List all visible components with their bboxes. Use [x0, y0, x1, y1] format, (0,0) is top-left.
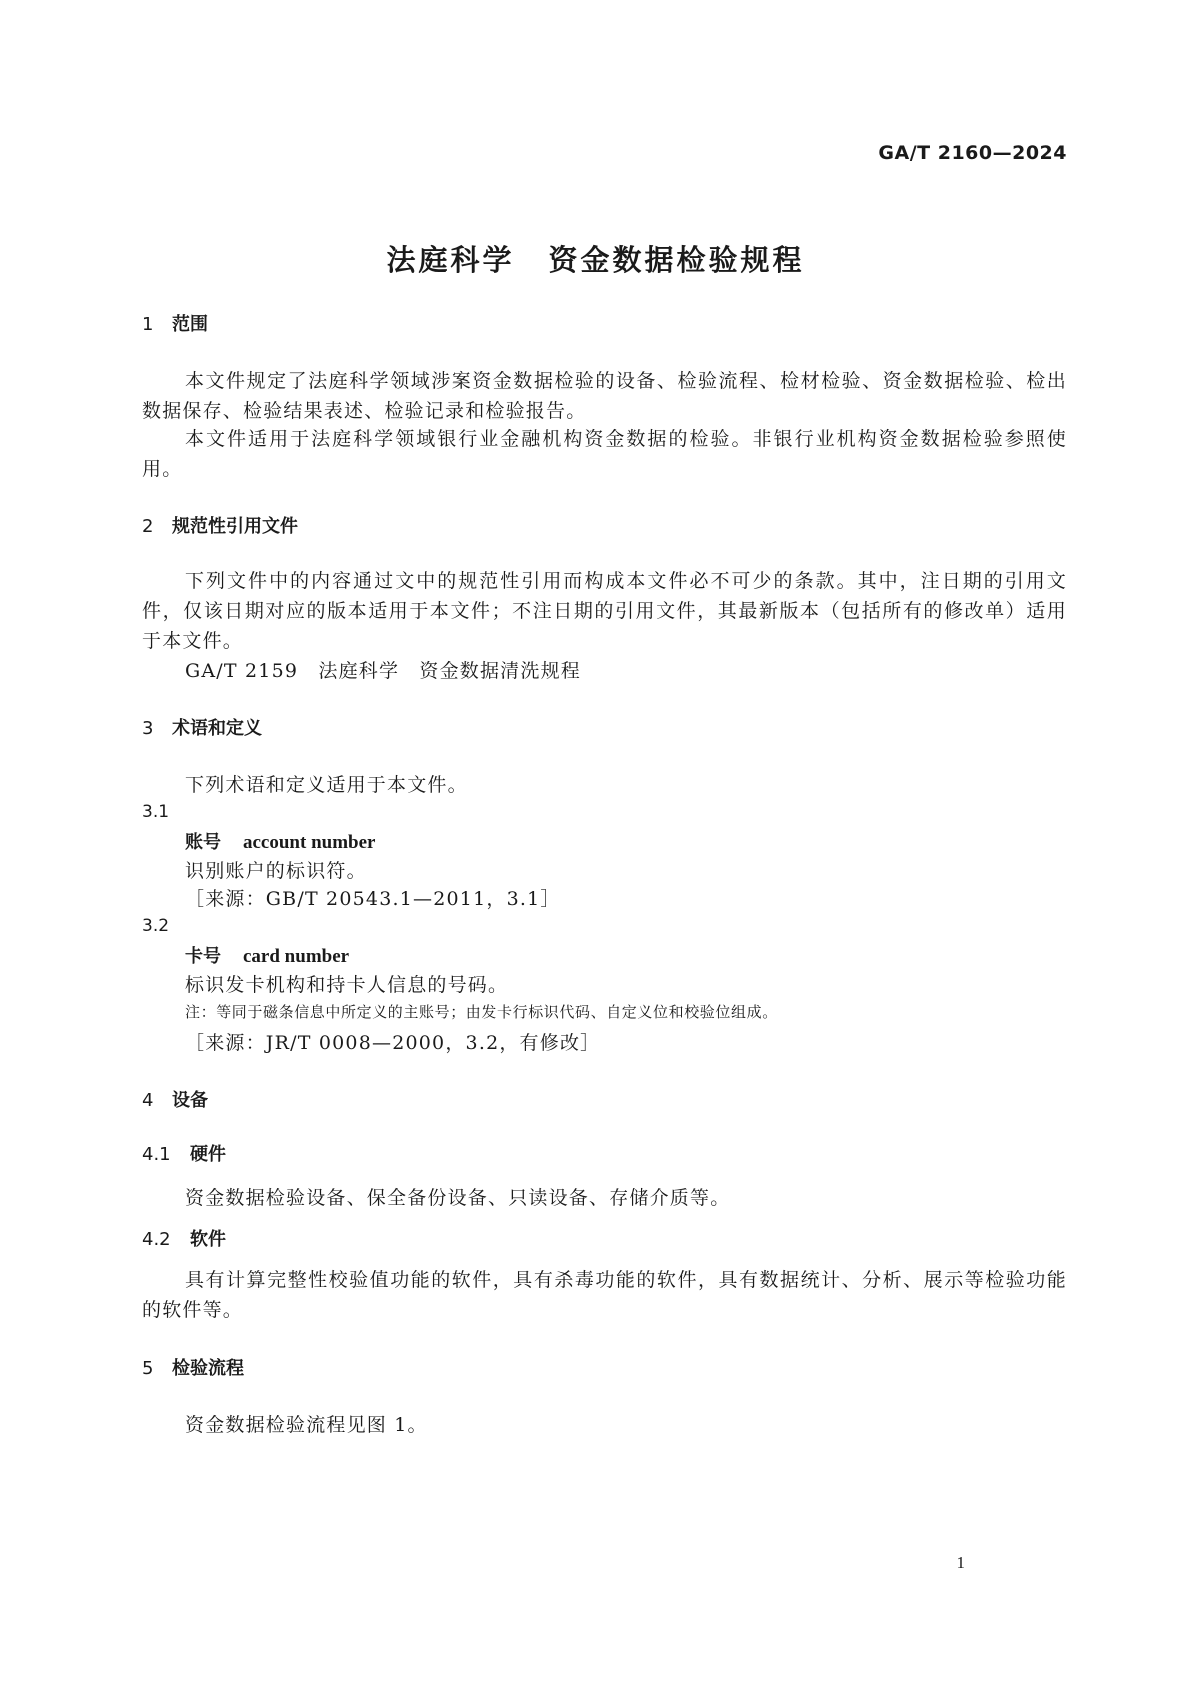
title-part-1: 法庭科学	[386, 243, 515, 277]
section-title: 检验流程	[172, 1358, 244, 1379]
software-paragraph: 具有计算完整性校验值功能的软件，具有杀毒功能的软件，具有数据统计、分析、展示等检验功能的软件等。	[142, 1269, 1067, 1321]
section-title: 术语和定义	[172, 718, 262, 739]
section-title: 范围	[172, 314, 208, 335]
standard-number: GA/T 2160—2024	[878, 142, 1067, 164]
scope-paragraph-2: 本文件适用于法庭科学领域银行业金融机构资金数据的检验。非银行业机构资金数据检验参照使用。	[142, 428, 1067, 480]
term-zh: 账号	[185, 832, 221, 853]
section-2-heading	[142, 512, 298, 538]
scope-paragraph-1: 本文件规定了法庭科学领域涉案资金数据检验的设备、检验流程、检材检验、资金数据检验、检出数据保存、检验结果表述、检验记录和检验报告。	[142, 370, 1067, 422]
section-3-heading	[142, 714, 262, 740]
section-4-2-heading	[142, 1225, 226, 1251]
subsection-title: 软件	[190, 1229, 226, 1250]
term-en: card number	[243, 946, 350, 967]
section-number: 2	[142, 516, 154, 537]
term-3-1	[185, 828, 375, 854]
process-paragraph: 资金数据检验流程见图 1。	[185, 1414, 428, 1436]
hardware-paragraph: 资金数据检验设备、保全备份设备、只读设备、存储介质等。	[185, 1187, 731, 1209]
reference-item: GA/T 2159 法庭科学 资金数据清洗规程	[185, 660, 581, 682]
term-en: account number	[243, 832, 376, 853]
subsection-number: 4.2	[142, 1229, 171, 1250]
section-number: 3	[142, 718, 154, 739]
section-number: 5	[142, 1358, 154, 1379]
term-3-1-number: 3.1	[142, 802, 170, 822]
section-title: 规范性引用文件	[172, 516, 298, 537]
term-3-1-source: ［来源：GB/T 20543.1—2011，3.1］	[185, 888, 561, 910]
section-title: 设备	[172, 1090, 208, 1111]
term-3-2-note: 注：等同于磁条信息中所定义的主账号；由发卡行标识代码、自定义位和校验位组成。	[185, 1003, 778, 1021]
section-5-heading	[142, 1354, 244, 1380]
term-3-2-source: ［来源：JR/T 0008—2000，3.2，有修改］	[185, 1032, 601, 1054]
terms-intro: 下列术语和定义适用于本文件。	[185, 774, 468, 796]
section-1-heading	[142, 310, 208, 336]
section-number: 4	[142, 1090, 154, 1111]
subsection-number: 4.1	[142, 1144, 171, 1165]
section-4-1-heading	[142, 1140, 226, 1166]
document-title	[0, 238, 1191, 279]
subsection-title: 硬件	[190, 1144, 226, 1165]
term-3-2	[185, 942, 349, 968]
title-part-2: 资金数据检验规程	[548, 243, 805, 277]
term-3-2-definition: 标识发卡机构和持卡人信息的号码。	[185, 974, 509, 996]
term-3-1-definition: 识别账户的标识符。	[185, 860, 367, 882]
page-number: 1	[956, 1553, 965, 1572]
normative-references-paragraph: 下列文件中的内容通过文中的规范性引用而构成本文件必不可少的条款。其中，注日期的引用文件，仅该日期对应的版本适用于本文件；不注日期的引用文件，其最新版本（包括所有的修改单）适用于本文件。	[142, 570, 1067, 652]
section-4-heading	[142, 1086, 208, 1112]
term-3-2-number: 3.2	[142, 916, 170, 936]
term-zh: 卡号	[185, 946, 221, 967]
section-number: 1	[142, 314, 154, 335]
